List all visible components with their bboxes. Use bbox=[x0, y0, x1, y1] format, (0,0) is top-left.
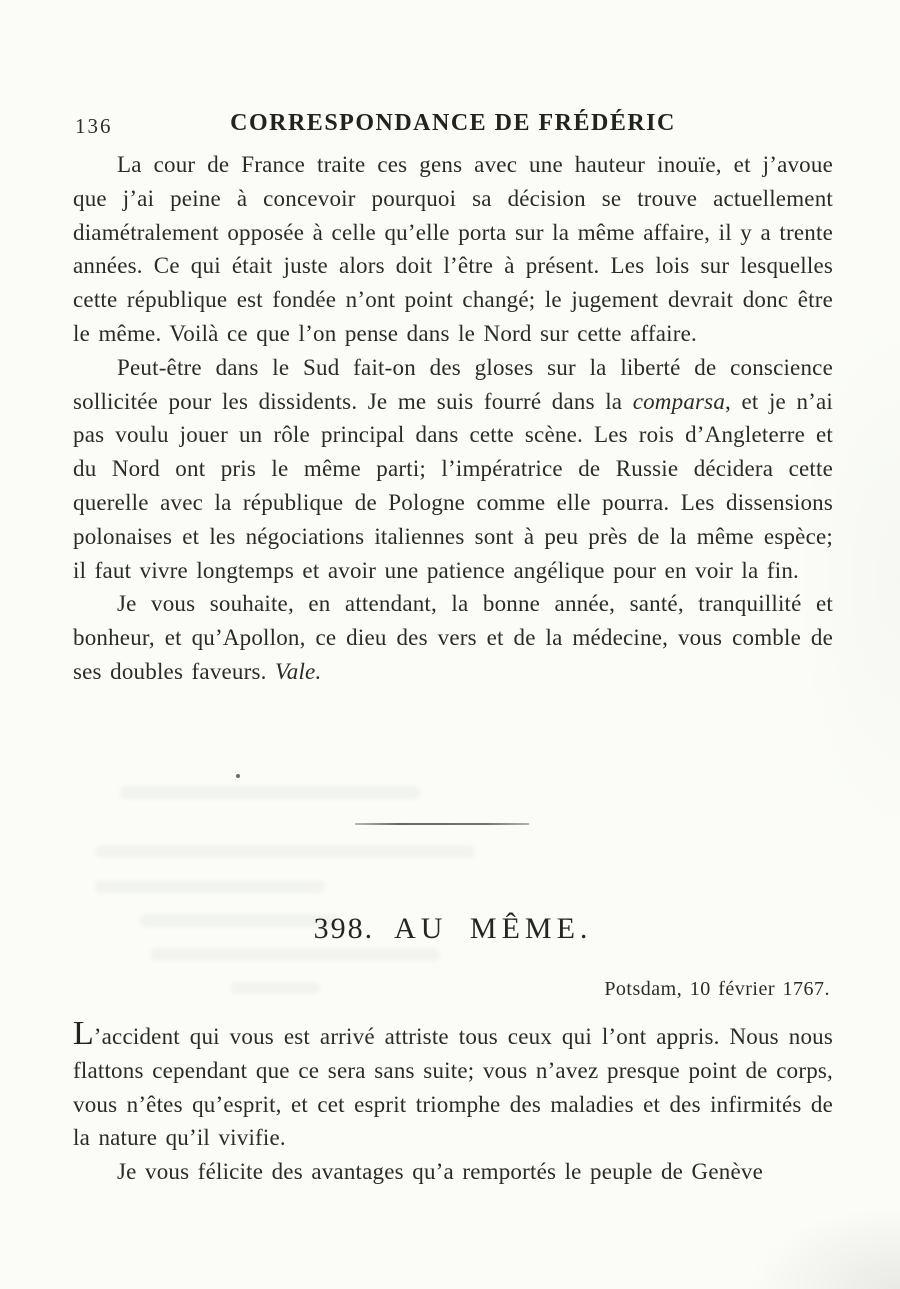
running-title: CORRESPONDANCE DE FRÉDÉRIC bbox=[230, 110, 676, 136]
bleed-through-artifact bbox=[120, 786, 420, 799]
paragraph-1: La cour de France traite ces gens avec une hauteur inouïe, et j’avoue que j’ai peine à concevoir pourquoi sa décision se trouve actuellement diamétralement opposée à celle qu’elle porta sur la même affaire, il y a trente années. Ce qui était juste alors doit l’être à présent. Les lois sur lesquelles cette république est fondée n’ont point changé; le jugement devrait donc être le même. Voilà ce que l’on pense dans le Nord sur cette affaire. bbox=[73, 152, 833, 346]
page-header bbox=[73, 110, 833, 140]
bleed-through-artifact bbox=[95, 880, 325, 893]
paragraph-5: Je vous félicite des avantages qu’a remportés le peuple de Genève bbox=[117, 1159, 763, 1185]
section-divider bbox=[355, 823, 529, 825]
dateline: Potsdam, 10 février 1767. bbox=[604, 978, 830, 1000]
bleed-through-artifact bbox=[95, 845, 475, 858]
section-number: 398. bbox=[313, 912, 375, 945]
paragraph-2-text: Peut-être dans le Sud fait-on des gloses sur la liberté de conscience sollicitée pour les dissidents. Je me suis fourré dans la bbox=[73, 354, 833, 414]
italic-term-vale: Vale. bbox=[275, 658, 322, 684]
letter-397-body bbox=[73, 148, 833, 689]
paragraph-3 bbox=[73, 587, 833, 688]
drop-cap-initial: L bbox=[73, 1015, 94, 1052]
page-number: 136 bbox=[75, 114, 113, 138]
paragraph-4-text: ’accident qui vous est arrivé attriste tous ceux qui l’ont appris. Nous nous flattons cependant que ce sera sans suite; vous n’avez presque point de corps, vous n’êtes qu’esprit, et cet esprit triomphe des maladies et des infirmités de la nature qu’il vivifie. bbox=[73, 1024, 833, 1151]
ink-speck bbox=[236, 774, 240, 778]
paragraph-2-text-cont: , et je n’ai pas voulu jouer un rôle principal dans cette scène. Les rois d’Angleterre et du Nord ont pris le même parti; l’impératrice de Russie décidera cette querelle avec la république de Pologne comme elle pourra. Les dissensions polonaises et les négociations italiennes sont à peu près de la même espèce; il faut vivre longtemps et avoir une patience angélique pour en voir la fin. bbox=[73, 388, 834, 583]
paragraph-3-text: Je vous souhaite, en attendant, la bonne année, santé, tranquillité et bonheur, et qu’Apollon, ce dieu des vers et de la médecine, vous comble de ses doubles faveurs. bbox=[73, 591, 833, 684]
paragraph-4 bbox=[73, 1015, 833, 1155]
paragraph-2 bbox=[73, 351, 833, 588]
letter-398-heading bbox=[73, 912, 833, 946]
section-title: AU MÊME. bbox=[394, 912, 593, 945]
letter-398-body bbox=[73, 1015, 833, 1189]
italic-term-comparsa: comparsa bbox=[632, 388, 726, 414]
bleed-through-artifact bbox=[150, 948, 440, 961]
